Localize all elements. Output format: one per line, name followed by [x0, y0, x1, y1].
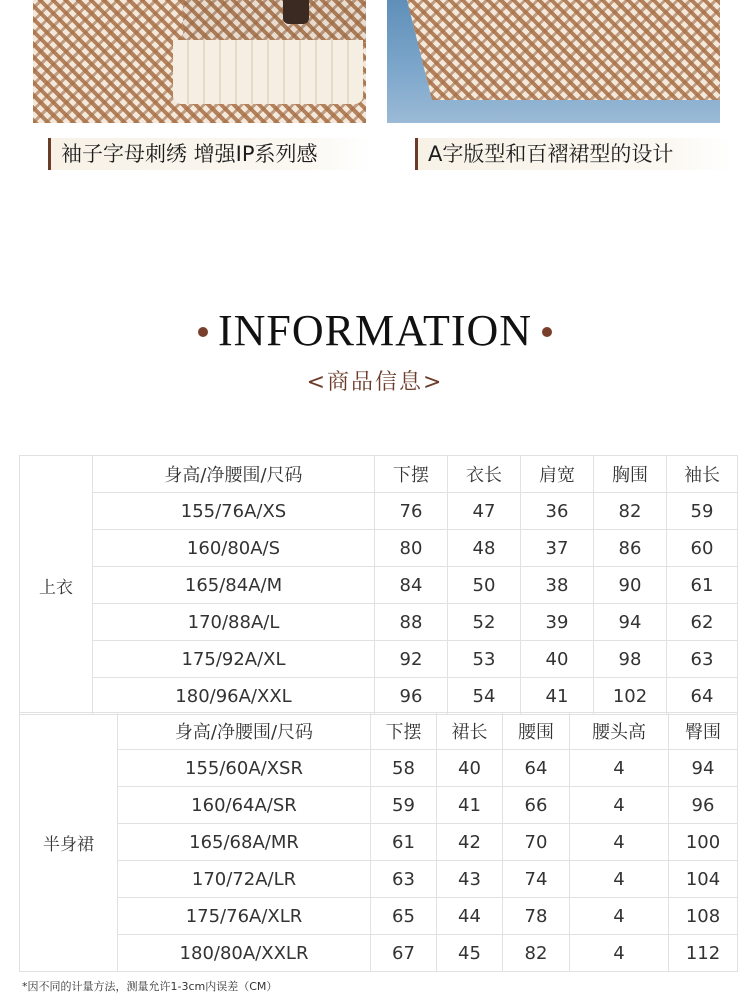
size-cell: 165/84A/M	[93, 567, 375, 604]
value-cell: 4	[570, 824, 669, 861]
size-cell: 180/80A/XXLR	[118, 935, 371, 972]
value-cell: 38	[521, 567, 594, 604]
value-cell: 61	[371, 824, 437, 861]
value-cell: 4	[570, 750, 669, 787]
header-cell: 袖长	[667, 456, 738, 493]
table-row	[20, 641, 738, 678]
table-row	[20, 935, 738, 972]
value-cell: 62	[667, 604, 738, 641]
value-cell: 102	[594, 678, 667, 715]
table-header-row	[20, 713, 738, 750]
value-cell: 96	[669, 787, 738, 824]
group-label-tops: 上衣	[20, 456, 93, 715]
value-cell: 90	[594, 567, 667, 604]
heading-title: INFORMATION	[217, 306, 533, 355]
size-cell: 180/96A/XXL	[93, 678, 375, 715]
header-cell: 下摆	[371, 713, 437, 750]
value-cell: 82	[503, 935, 570, 972]
measurement-footnote: *因不同的计量方法，测量允许1-3cm内误差（CM）	[22, 980, 278, 993]
value-cell: 54	[448, 678, 521, 715]
feature-caption-sleeve: 袖子字母刺绣 增强IP系列感	[48, 138, 371, 170]
feature-caption-skirt: A字版型和百褶裙型的设计	[415, 138, 733, 170]
size-cell: 165/68A/MR	[118, 824, 371, 861]
value-cell: 112	[669, 935, 738, 972]
table-row	[20, 530, 738, 567]
table-row	[20, 567, 738, 604]
tops-size-table	[19, 455, 738, 715]
value-cell: 47	[448, 493, 521, 530]
value-cell: 4	[570, 935, 669, 972]
header-cell: 臀围	[669, 713, 738, 750]
value-cell: 52	[448, 604, 521, 641]
skirts-size-table	[19, 712, 738, 972]
value-cell: 94	[594, 604, 667, 641]
value-cell: 45	[437, 935, 503, 972]
value-cell: 82	[594, 493, 667, 530]
value-cell: 84	[375, 567, 448, 604]
bullet-dot-icon	[198, 327, 208, 337]
value-cell: 63	[667, 641, 738, 678]
size-cell: 170/88A/L	[93, 604, 375, 641]
table-row	[20, 787, 738, 824]
header-cell: 胸围	[594, 456, 667, 493]
value-cell: 39	[521, 604, 594, 641]
size-cell: 155/60A/XSR	[118, 750, 371, 787]
value-cell: 100	[669, 824, 738, 861]
value-cell: 50	[448, 567, 521, 604]
value-cell: 63	[371, 861, 437, 898]
value-cell: 88	[375, 604, 448, 641]
value-cell: 86	[594, 530, 667, 567]
value-cell: 66	[503, 787, 570, 824]
value-cell: 4	[570, 787, 669, 824]
header-cell: 裙长	[437, 713, 503, 750]
value-cell: 58	[371, 750, 437, 787]
size-cell: 155/76A/XS	[93, 493, 375, 530]
value-cell: 64	[503, 750, 570, 787]
bullet-dot-icon	[542, 327, 552, 337]
header-cell: 下摆	[375, 456, 448, 493]
value-cell: 96	[375, 678, 448, 715]
size-cell: 175/92A/XL	[93, 641, 375, 678]
value-cell: 65	[371, 898, 437, 935]
table-row	[20, 493, 738, 530]
value-cell: 76	[375, 493, 448, 530]
value-cell: 74	[503, 861, 570, 898]
header-cell: 腰头高	[570, 713, 669, 750]
value-cell: 4	[570, 861, 669, 898]
size-cell: 160/64A/SR	[118, 787, 371, 824]
value-cell: 104	[669, 861, 738, 898]
value-cell: 40	[521, 641, 594, 678]
value-cell: 61	[667, 567, 738, 604]
size-cell: 170/72A/LR	[118, 861, 371, 898]
value-cell: 42	[437, 824, 503, 861]
size-cell: 175/76A/XLR	[118, 898, 371, 935]
value-cell: 48	[448, 530, 521, 567]
table-row	[20, 678, 738, 715]
header-cell: 身高/净腰围/尺码	[118, 713, 371, 750]
information-heading	[0, 306, 750, 356]
value-cell: 64	[667, 678, 738, 715]
value-cell: 94	[669, 750, 738, 787]
table-row	[20, 824, 738, 861]
group-label-skirts: 半身裙	[20, 713, 118, 972]
table-row	[20, 861, 738, 898]
header-cell: 腰围	[503, 713, 570, 750]
value-cell: 80	[375, 530, 448, 567]
value-cell: 67	[371, 935, 437, 972]
value-cell: 92	[375, 641, 448, 678]
header-cell: 身高/净腰围/尺码	[93, 456, 375, 493]
header-cell: 肩宽	[521, 456, 594, 493]
heading-subtitle: <商品信息>	[306, 370, 444, 395]
header-cell: 衣长	[448, 456, 521, 493]
value-cell: 70	[503, 824, 570, 861]
value-cell: 36	[521, 493, 594, 530]
value-cell: 53	[448, 641, 521, 678]
value-cell: 4	[570, 898, 669, 935]
value-cell: 59	[371, 787, 437, 824]
value-cell: 43	[437, 861, 503, 898]
table-row	[20, 604, 738, 641]
value-cell: 44	[437, 898, 503, 935]
table-row	[20, 898, 738, 935]
value-cell: 37	[521, 530, 594, 567]
table-header-row	[20, 456, 738, 493]
value-cell: 98	[594, 641, 667, 678]
value-cell: 40	[437, 750, 503, 787]
value-cell: 78	[503, 898, 570, 935]
value-cell: 41	[437, 787, 503, 824]
product-photo-skirt	[387, 0, 720, 123]
table-row	[20, 750, 738, 787]
product-photo-sleeve	[33, 0, 366, 123]
value-cell: 41	[521, 678, 594, 715]
value-cell: 60	[667, 530, 738, 567]
size-cell: 160/80A/S	[93, 530, 375, 567]
value-cell: 108	[669, 898, 738, 935]
value-cell: 59	[667, 493, 738, 530]
